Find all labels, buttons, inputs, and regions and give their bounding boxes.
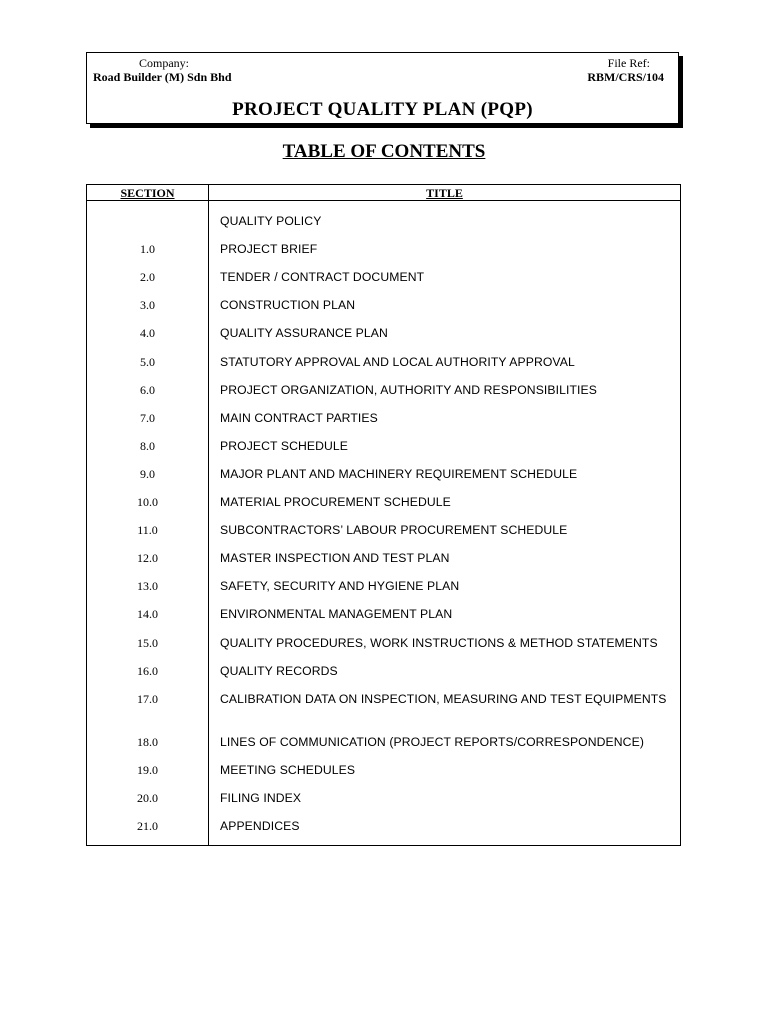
toc-row <box>87 355 680 383</box>
section-number: 16.0 <box>137 663 158 678</box>
section-number: 11.0 <box>137 523 158 538</box>
section-title: QUALITY PROCEDURES, WORK INSTRUCTIONS & METHOD STATEMENTS <box>220 635 658 650</box>
toc-row <box>87 607 680 635</box>
company-label: Company: <box>139 56 189 70</box>
toc-row <box>87 763 680 791</box>
section-number: 13.0 <box>137 579 158 594</box>
plan-title: PROJECT QUALITY PLAN (PQP) <box>232 99 533 120</box>
section-number: 18.0 <box>137 734 158 749</box>
section-title: MATERIAL PROCUREMENT SCHEDULE <box>220 495 451 509</box>
section-title: PROJECT ORGANIZATION, AUTHORITY AND RESPONSIBILITIES <box>220 382 597 397</box>
section-number: 20.0 <box>137 790 158 805</box>
section-title: SAFETY, SECURITY AND HYGIENE PLAN <box>220 579 460 594</box>
section-title: MAIN CONTRACT PARTIES <box>220 410 378 425</box>
section-title: QUALITY ASSURANCE PLAN <box>220 326 388 341</box>
toc-row <box>87 439 680 467</box>
section-title: CALIBRATION DATA ON INSPECTION, MEASURING AND TEST EQUIPMENTS <box>220 691 667 706</box>
section-title: SUBCONTRACTORS’ LABOUR PROCUREMENT SCHEDULE <box>220 523 568 538</box>
section-title: CONSTRUCTION PLAN <box>220 298 356 313</box>
section-number: 7.0 <box>140 410 155 425</box>
section-title: STATUTORY APPROVAL AND LOCAL AUTHORITY APPROVAL <box>220 354 575 369</box>
toc-row <box>87 214 680 242</box>
section-number: 19.0 <box>137 762 158 777</box>
section-number: 9.0 <box>140 466 155 481</box>
section-title: PROJECT BRIEF <box>220 242 318 257</box>
section-title: QUALITY RECORDS <box>220 663 338 678</box>
toc-row <box>87 636 680 664</box>
toc-row <box>87 692 680 720</box>
toc-row <box>87 242 680 270</box>
toc-heading: TABLE OF CONTENTS <box>282 141 486 162</box>
section-title: APPENDICES <box>220 819 300 833</box>
section-number: 3.0 <box>140 298 155 313</box>
toc-row <box>87 270 680 298</box>
column-header-title: TITLE <box>426 186 463 200</box>
section-title: PROJECT SCHEDULE <box>220 438 349 453</box>
company-name: Road Builder (M) Sdn Bhd <box>93 70 232 84</box>
file-ref-label: File Ref: <box>607 56 650 70</box>
section-number: 2.0 <box>140 270 155 285</box>
section-title: MAJOR PLANT AND MACHINERY REQUIREMENT SCHEDULE <box>220 466 578 481</box>
section-title: MASTER INSPECTION AND TEST PLAN <box>220 551 450 566</box>
section-number: 6.0 <box>140 382 155 397</box>
toc-table <box>86 184 681 846</box>
section-title: LINES OF COMMUNICATION (PROJECT REPORTS/CORRESPONDENCE) <box>220 734 644 749</box>
toc-row <box>87 383 680 411</box>
section-number: 15.0 <box>137 635 158 650</box>
toc-row <box>87 819 680 847</box>
toc-row <box>87 467 680 495</box>
section-number: 8.0 <box>140 438 155 453</box>
toc-row <box>87 579 680 607</box>
section-number: 4.0 <box>140 326 155 341</box>
toc-row <box>87 551 680 579</box>
section-number: 14.0 <box>137 607 158 622</box>
section-number: 17.0 <box>137 691 158 706</box>
section-title: QUALITY POLICY <box>220 214 322 228</box>
section-title: TENDER / CONTRACT DOCUMENT <box>220 270 425 285</box>
document-header <box>86 52 679 124</box>
section-title: FILING INDEX <box>220 790 302 805</box>
section-number: 21.0 <box>137 819 158 833</box>
toc-row <box>87 664 680 692</box>
toc-row <box>87 326 680 354</box>
toc-row <box>87 791 680 819</box>
section-number: 5.0 <box>140 354 155 369</box>
toc-row <box>87 735 680 763</box>
toc-row <box>87 523 680 551</box>
section-number: 1.0 <box>140 242 155 257</box>
toc-row <box>87 411 680 439</box>
section-title: MEETING SCHEDULES <box>220 762 356 777</box>
toc-row <box>87 298 680 326</box>
column-header-section: SECTION <box>120 186 175 200</box>
section-title: ENVIRONMENTAL MANAGEMENT PLAN <box>220 607 453 622</box>
toc-row <box>87 495 680 523</box>
file-ref-value: RBM/CRS/104 <box>587 70 664 84</box>
section-number: 12.0 <box>137 551 158 566</box>
section-number: 10.0 <box>137 495 158 509</box>
